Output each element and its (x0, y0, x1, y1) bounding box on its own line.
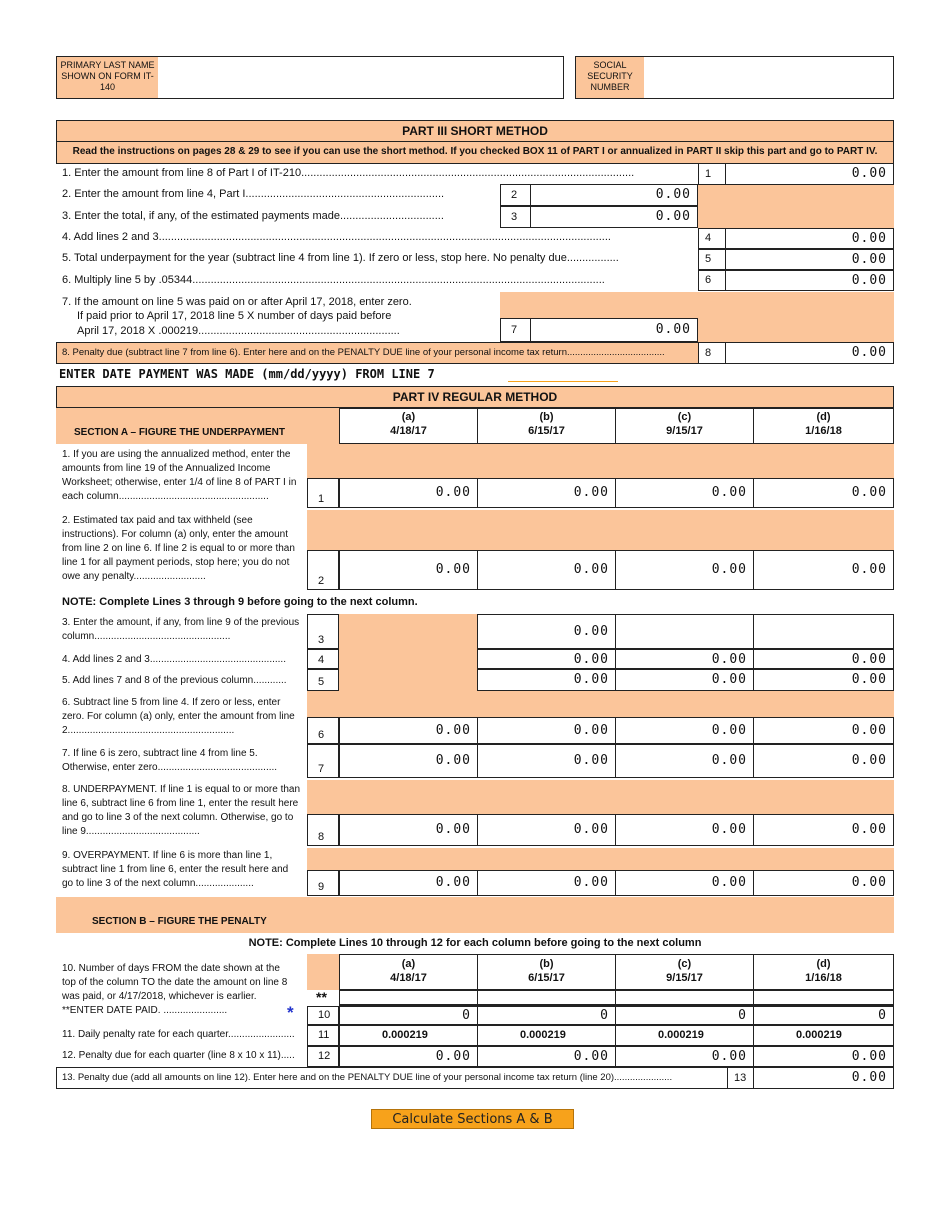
b-line12-col-a[interactable]: 0.00 (339, 1046, 478, 1067)
a-line1-col-b[interactable]: 0.00 (477, 478, 616, 508)
col-letter-d: (d) (816, 411, 831, 423)
a-line8-label: 8. UNDERPAYMENT. If line 1 is equal to or more than line 6, subtract line 6 from line 1, enter the result here and go to line 3 of the next column. Otherwise, go to line 9......................................... (62, 784, 301, 837)
a-line1-col-d[interactable]: 0.00 (753, 478, 894, 508)
b-col-letter-d: (d) (816, 958, 831, 970)
b-line11-label: 11. Daily penalty rate for each quarter........................ (62, 1029, 295, 1040)
p3-line3-label: 3. Enter the total, if any, of the estimated payments made.................................. (62, 210, 444, 222)
a-line4-col-b[interactable]: 0.00 (477, 649, 616, 669)
p3-line4-value[interactable]: 0.00 (725, 228, 894, 249)
a-line5-col-d[interactable]: 0.00 (753, 669, 894, 691)
b-line12-label: 12. Penalty due for each quarter (line 8 x 10 x 11)..... (62, 1050, 295, 1061)
calculate-sections-button[interactable]: Calculate Sections A & B (371, 1109, 574, 1129)
a-line4-label: 4. Add lines 2 and 3................................................. (62, 654, 286, 665)
p3-line1-label: 1. Enter the amount from line 8 of Part I of IT-210............................................................................................................. (62, 167, 635, 179)
p3-line7-num: 7 (500, 318, 531, 342)
ssn-box (575, 56, 894, 99)
b-line11-col-d: 0.000219 (753, 1025, 894, 1046)
p3-line6-num: 6 (698, 270, 726, 291)
col-letter-b: (b) (539, 411, 554, 423)
a-line4-col-c[interactable]: 0.00 (615, 649, 754, 669)
a-line7-col-c[interactable]: 0.00 (615, 744, 754, 778)
b-col-letter-a: (a) (401, 958, 416, 970)
ssn-input[interactable] (648, 61, 888, 94)
b-date-input-b[interactable] (477, 990, 616, 1006)
section-b-title: SECTION B – FIGURE THE PENALTY (56, 897, 894, 933)
b-col-date-a: 4/18/17 (390, 972, 427, 984)
a-line2-col-b[interactable]: 0.00 (477, 550, 616, 590)
a-line3-label: 3. Enter the amount, if any, from line 9 of the previous column................................................. (62, 617, 300, 642)
col-date-a: 4/18/17 (390, 425, 427, 437)
a-line2-num: 2 (307, 550, 339, 590)
a-line9-col-b[interactable]: 0.00 (477, 870, 616, 896)
date-paid-prompt: ENTER DATE PAYMENT WAS MADE (mm/dd/yyyy) FROM LINE 7 (59, 367, 435, 381)
p3-line2-value[interactable]: 0.00 (530, 184, 698, 206)
b-col-date-d: 1/16/18 (805, 972, 842, 984)
p3-line8-num: 8 (698, 342, 726, 364)
a-line1-num: 1 (307, 478, 339, 508)
a-line1-col-c[interactable]: 0.00 (615, 478, 754, 508)
p3-line2-num: 2 (500, 184, 531, 206)
a-line4-col-a-shade (339, 649, 478, 669)
last-name-input[interactable] (161, 61, 559, 94)
p3-line5-label: 5. Total underpayment for the year (subtract line 4 from line 1). If zero or less, stop here. No penalty due................. (62, 252, 619, 264)
b-line12-num: 12 (307, 1046, 339, 1067)
a-line8-col-a[interactable]: 0.00 (339, 814, 478, 846)
a-row9-shade (307, 848, 894, 870)
section-a-title: SECTION A – FIGURE THE UNDERPAYMENT (56, 408, 339, 444)
p3-line6-label: 6. Multiply line 5 by .05344....................................................................................................................................... (62, 274, 605, 286)
a-line9-col-a[interactable]: 0.00 (339, 870, 478, 896)
b-line10-num: 10 (307, 1006, 339, 1025)
b-line12-col-c[interactable]: 0.00 (615, 1046, 754, 1067)
p3-line3-num: 3 (500, 206, 531, 228)
col-letter-c: (c) (677, 411, 692, 423)
a-line9-num: 9 (307, 870, 339, 896)
required-asterisk: * (287, 1003, 294, 1022)
a-line5-col-c[interactable]: 0.00 (615, 669, 754, 691)
last-name-box (56, 56, 564, 99)
p3-line4-num: 4 (698, 228, 726, 249)
a-line8-col-c[interactable]: 0.00 (615, 814, 754, 846)
col-date-c: 9/15/17 (666, 425, 703, 437)
col-date-b: 6/15/17 (528, 425, 565, 437)
a-row8-shade (307, 780, 894, 814)
b-line12-col-b[interactable]: 0.00 (477, 1046, 616, 1067)
a-line6-col-a[interactable]: 0.00 (339, 717, 478, 744)
a-line3-col-b[interactable]: 0.00 (477, 614, 616, 649)
col-letter-a: (a) (401, 411, 416, 423)
part3-instructions: Read the instructions on pages 28 & 29 to see if you can use the short method. If you checked BOX 11 of PART I or annualized in PART II skip this part and go to PART IV. (56, 142, 894, 164)
a-line7-col-b[interactable]: 0.00 (477, 744, 616, 778)
b-stars: ** (316, 989, 327, 1005)
b-line10-col-c[interactable]: 0 (615, 1006, 754, 1025)
a-line2-col-c[interactable]: 0.00 (615, 550, 754, 590)
a-line9-col-c[interactable]: 0.00 (615, 870, 754, 896)
ssn-label: SOCIAL SECURITY NUMBER (576, 57, 644, 98)
b-line10-col-a[interactable]: 0 (339, 1006, 478, 1025)
a-line3-num: 3 (307, 614, 339, 649)
b-date-input-c[interactable] (615, 990, 754, 1006)
a-line3-col-d[interactable] (753, 614, 894, 649)
a-line9-label: 9. OVERPAYMENT. If line 6 is more than line 1, subtract line 1 from line 6, enter the result here and go to line 3 of the next column..................... (62, 850, 289, 889)
a-line2-label: 2. Estimated tax paid and tax withheld (see instructions). For column (a) only, enter the amount from line 2 on line 6. If line 2 is equal to or more than line 1 for all payment periods, stop here; you do not owe any penalty.......................... (62, 515, 295, 582)
p3-line8-label: 8. Penalty due (subtract line 7 from line 6). Enter here and on the PENALTY DUE line of your personal income tax return..................................... (62, 347, 665, 358)
p3-line7-label-a: 7. If the amount on line 5 was paid on or after April 17, 2018, enter zero. (62, 296, 412, 308)
note-lines-3-9: NOTE: Complete Lines 3 through 9 before going to the next column. (62, 596, 418, 608)
b-col-letter-c: (c) (677, 958, 692, 970)
a-line6-label: 6. Subtract line 5 from line 4. If zero or less, enter zero. For column (a) only, enter the amount from line 2............................................................ (62, 697, 295, 736)
b-line11-col-c: 0.000219 (615, 1025, 754, 1046)
a-line2-col-d[interactable]: 0.00 (753, 550, 894, 590)
b-line11-col-b: 0.000219 (477, 1025, 616, 1046)
a-line7-col-a[interactable]: 0.00 (339, 744, 478, 778)
b-line11-col-a: 0.000219 (339, 1025, 478, 1046)
a-line5-col-b[interactable]: 0.00 (477, 669, 616, 691)
b-numcol-shade (307, 954, 339, 990)
note-lines-10-12: NOTE: Complete Lines 10 through 12 for each column before going to the next column (248, 937, 702, 949)
p3-line5-num: 5 (698, 249, 726, 270)
p3-line7-label-c: April 17, 2018 X .000219.................................................................. (77, 325, 400, 337)
a-line4-col-d[interactable]: 0.00 (753, 649, 894, 669)
b-line10-col-d[interactable]: 0 (753, 1006, 894, 1025)
date-paid-input[interactable] (508, 366, 618, 382)
b-line13-value[interactable]: 0.00 (753, 1067, 894, 1089)
part4-title: PART IV REGULAR METHOD (56, 386, 894, 408)
p3-line7-value[interactable]: 0.00 (530, 318, 698, 342)
part3-fill-a (698, 184, 894, 228)
b-line12-col-d[interactable]: 0.00 (753, 1046, 894, 1067)
a-line8-num: 8 (307, 814, 339, 846)
a-line5-col-a-shade (339, 669, 478, 691)
b-col-letter-b: (b) (539, 958, 554, 970)
a-line8-col-b[interactable]: 0.00 (477, 814, 616, 846)
last-name-label: PRIMARY LAST NAME SHOWN ON FORM IT-140 (57, 57, 158, 98)
b-col-date-c: 9/15/17 (666, 972, 703, 984)
a-line7-label: 7. If line 6 is zero, subtract line 4 from line 5. Otherwise, enter zero........................................... (62, 748, 278, 773)
b-line11-num: 11 (307, 1025, 339, 1046)
a-line6-num: 6 (307, 717, 339, 744)
p3-line7-label-b: If paid prior to April 17, 2018 line 5 X number of days paid before (77, 310, 392, 322)
a-row2-shade (307, 510, 894, 550)
b-date-input-d[interactable] (753, 990, 894, 1006)
a-line1-col-a[interactable]: 0.00 (339, 478, 478, 508)
p3-line8-value[interactable]: 0.00 (725, 342, 894, 364)
a-line5-label: 5. Add lines 7 and 8 of the previous column............ (62, 675, 287, 686)
b-col-date-b: 6/15/17 (528, 972, 565, 984)
a-line9-col-d[interactable]: 0.00 (753, 870, 894, 896)
p3-line3-value[interactable]: 0.00 (530, 206, 698, 228)
a-line4-num: 4 (307, 649, 339, 669)
b-line10-col-b[interactable]: 0 (477, 1006, 616, 1025)
b-line10-label: 10. Number of days FROM the date shown at the top of the column TO the date the amount on line 8 was paid, or 4/17/2018, whichever is earlier. **ENTER DATE PAID. ....................... (62, 963, 288, 1016)
p3-line5-value[interactable]: 0.00 (725, 249, 894, 270)
a-line8-col-d[interactable]: 0.00 (753, 814, 894, 846)
a-row1-shade (307, 444, 894, 478)
a-line2-col-a[interactable]: 0.00 (339, 550, 478, 590)
part3-title: PART III SHORT METHOD (56, 120, 894, 142)
b-date-input-a[interactable] (339, 990, 478, 1006)
p3-line1-value[interactable]: 0.00 (725, 163, 894, 185)
a-line6-col-d[interactable]: 0.00 (753, 717, 894, 744)
a-row6-shade (307, 691, 894, 717)
a-line6-col-c[interactable]: 0.00 (615, 717, 754, 744)
a-line7-col-d[interactable]: 0.00 (753, 744, 894, 778)
a-line3-col-a-shade (339, 614, 478, 649)
b-line13-num: 13 (727, 1067, 754, 1089)
a-line5-num: 5 (307, 669, 339, 691)
a-line1-label: 1. If you are using the annualized method, enter the amounts from line 19 of the Annualized Income Worksheet; otherwise, enter 1/4 of line 8 of PART I in each column...................................................... (62, 449, 297, 502)
a-line7-num: 7 (307, 744, 339, 778)
col-date-d: 1/16/18 (805, 425, 842, 437)
b-line13-label: 13. Penalty due (add all amounts on line 12). Enter here and on the PENALTY DUE line of your personal income tax return (line 20)...................... (62, 1072, 673, 1083)
p3-line1-num: 1 (698, 163, 726, 185)
p3-line4-label: 4. Add lines 2 and 3.................................................................................................................................................... (62, 231, 611, 243)
p3-line2-label: 2. Enter the amount from line 4, Part I................................................................. (62, 188, 445, 200)
a-line6-col-b[interactable]: 0.00 (477, 717, 616, 744)
p3-line6-value[interactable]: 0.00 (725, 270, 894, 291)
a-line3-col-c[interactable] (615, 614, 754, 649)
